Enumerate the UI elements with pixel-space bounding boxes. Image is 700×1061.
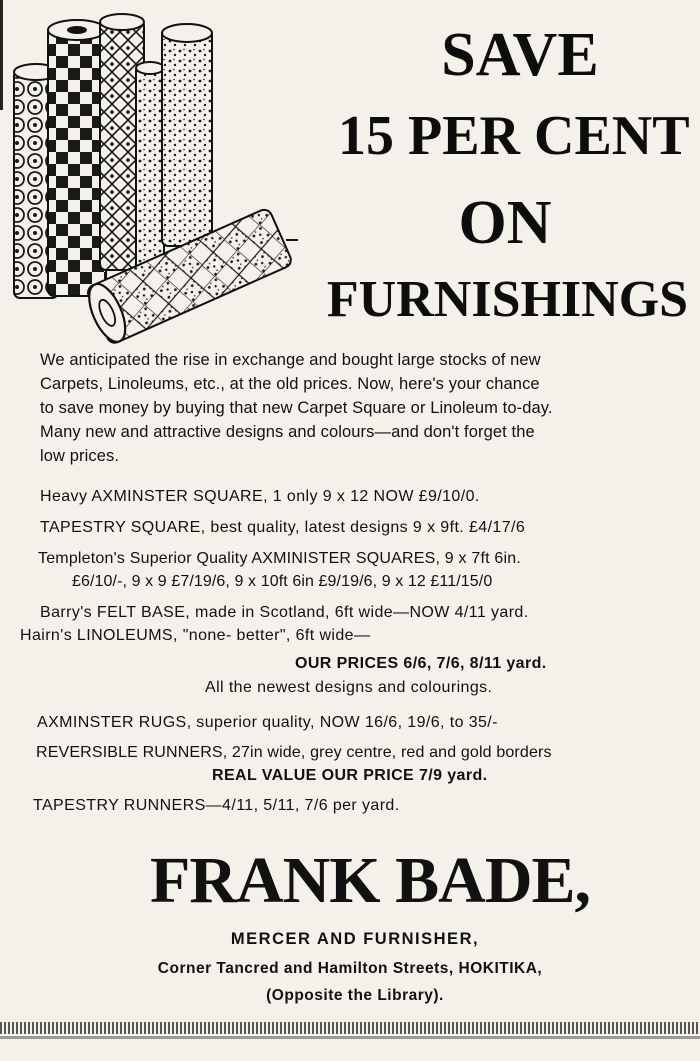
intro-line: low prices. <box>40 447 120 465</box>
offer-tapestry-runners: TAPESTRY RUNNERS—4/11, 5/11, 7/6 per yard. <box>33 797 400 814</box>
intro-line: Carpets, Linoleums, etc., at the old prices. Now, here's your chance <box>40 375 540 393</box>
offer-felt-base: Barry's FELT BASE, made in Scotland, 6ft wide—NOW 4/11 yard. <box>40 604 529 621</box>
headline-percent: 15 PER CENT <box>338 105 690 167</box>
headline-on: ON <box>458 189 552 257</box>
offer-templeton-line-1: Templeton's Superior Quality AXMINISTER SQUARES, 9 x 7ft 6in. <box>38 550 521 567</box>
store-landmark: (Opposite the Library). <box>266 987 444 1004</box>
store-address: Corner Tancred and Hamilton Streets, HOKITIKA, <box>157 960 543 977</box>
intro-line: We anticipated the rise in exchange and bought large stocks of new <box>40 351 541 369</box>
offer-templeton-line-2: £6/10/-, 9 x 9 £7/19/6, 9 x 10ft 6in £9/19/6, 9 x 12 £11/15/0 <box>72 573 493 590</box>
offer-rugs: AXMINSTER RUGS, superior quality, NOW 16/6, 19/6, to 35/- <box>37 714 498 731</box>
store-name: FRANK BADE, <box>150 844 591 917</box>
bottom-rule-shadow <box>0 1036 700 1039</box>
bottom-rule <box>0 1022 700 1034</box>
offer-tapestry-square: TAPESTRY SQUARE, best quality, latest designs 9 x 9ft. £4/17/6 <box>40 519 526 536</box>
offer-runners-line-2: REAL VALUE OUR PRICE 7/9 yard. <box>212 767 488 784</box>
rolled-carpets-illustration <box>8 8 298 348</box>
offer-newest-designs: All the newest designs and colourings. <box>205 679 493 696</box>
intro-line: Many new and attractive designs and colours—and don't forget the <box>40 423 535 441</box>
headline-save: SAVE <box>441 21 599 89</box>
offer-linoleums: Hairn's LINOLEUMS, "none- better", 6ft wide— <box>20 627 371 644</box>
offer-our-prices: OUR PRICES 6/6, 7/6, 8/11 yard. <box>295 655 547 672</box>
intro-paragraph <box>40 348 680 468</box>
intro-line: to save money by buying that new Carpet Square or Linoleum to-day. <box>40 399 553 417</box>
offer-runners-line-1: REVERSIBLE RUNNERS, 27in wide, grey centre, red and gold borders <box>36 744 552 761</box>
offer-axminster-square: Heavy AXMINSTER SQUARE, 1 only 9 x 12 NOW £9/10/0. <box>40 488 480 505</box>
left-border-rule <box>0 0 3 110</box>
headline-furnishings: FURNISHINGS <box>326 271 689 328</box>
store-trade: MERCER AND FURNISHER, <box>230 930 480 948</box>
